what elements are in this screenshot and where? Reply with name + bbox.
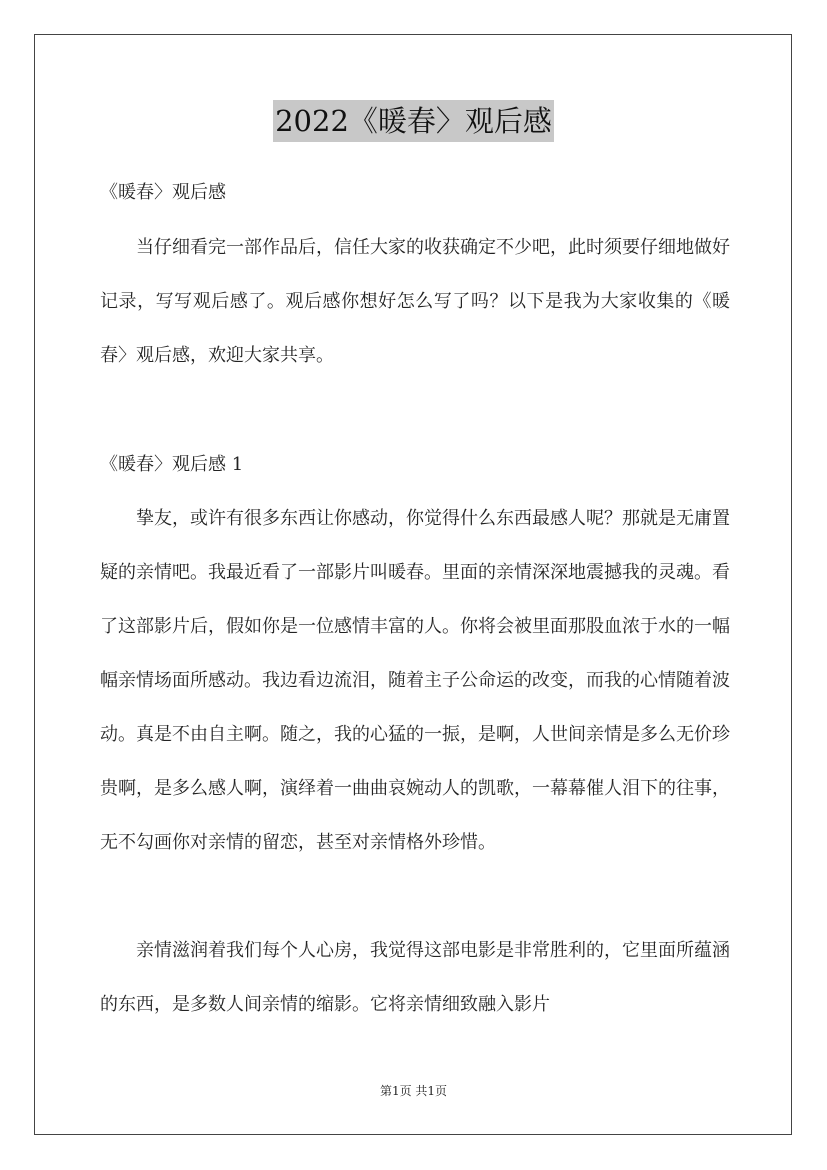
page-footer: 第1页 共1页 <box>379 1084 448 1098</box>
intro-paragraph: 当仔细看完一部作品后，信任大家的收获确定不少吧，此时须要仔细地做好记录，写写观后感了。观后感你想好怎么写了吗？以下是我为大家收集的《暖春〉观后感，欢迎大家共享。 <box>100 237 730 366</box>
section1-paragraph-1: 挚友，或许有很多东西让你感动，你觉得什么东西最感人呢？那就是无庸置疑的亲情吧。我最近看了一部影片叫暖春。里面的亲情深深地震撼我的灵魂。看了这部影片后，假如你是一位感情丰富的人。你将会被里面那股血浓于水的一幅幅亲情场面所感动。我边看边流泪，随着主子公命运的改变，而我的心情随着波动。真是不由自主啊。随之，我的心猛的一振，是啊，人世间亲情是多么无价珍贵啊，是多么感人啊，演绎着一曲曲哀婉动人的凯歌，一幕幕催人泪下的往事，无不勾画你对亲情的留恋，甚至对亲情格外珍惜。 <box>100 508 730 853</box>
section1-heading: 《暖春〉观后感 1 <box>100 454 244 475</box>
title-container <box>0 100 827 142</box>
document-title: 2022《暖春〉观后感 <box>273 100 554 142</box>
section1-paragraph-2: 亲情滋润着我们每个人心房，我觉得这部电影是非常胜利的，它里面所蕴涵的东西，是多数人间亲情的缩影。它将亲情细致融入影片 <box>100 940 730 1015</box>
intro-heading: 《暖春〉观后感 <box>100 182 226 203</box>
